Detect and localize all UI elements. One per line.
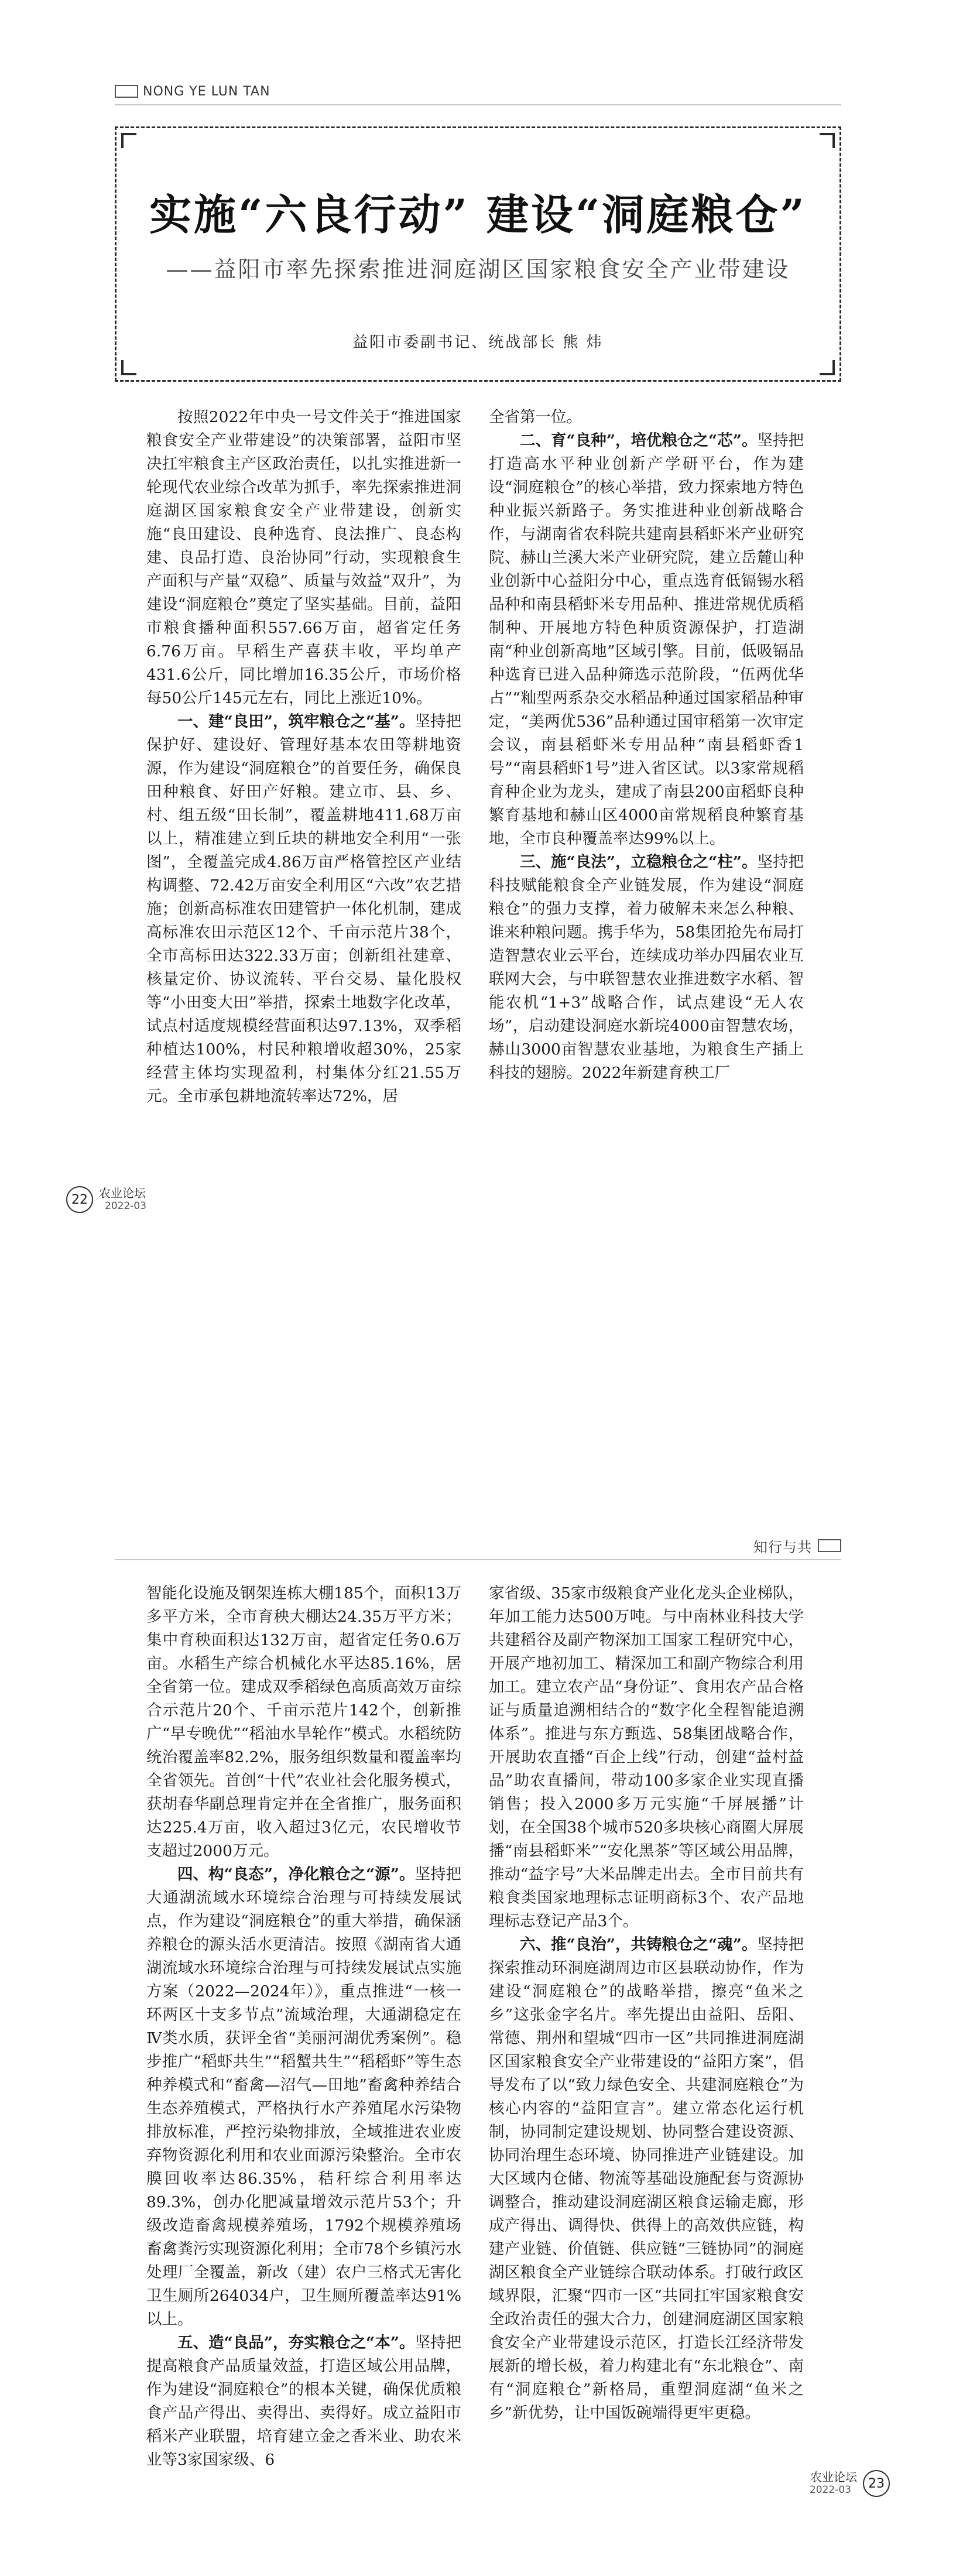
frame-corner <box>121 133 136 148</box>
body-column-right <box>489 406 804 1136</box>
body-column-left <box>146 1582 461 2469</box>
section-heading: 二、育“良种”，培优粮仓之“芯”。 <box>520 431 758 450</box>
paragraph-text: 坚持把提高粮食产品质量效益，打造区域公用品牌，作为建设“洞庭粮仓”的根本关键，确保优质粮食产品产得出、卖得出、卖得好。成立益阳市稻米产业联盟，培育建立金之香米业、助农米业等3家国家级、6 <box>146 2334 461 2469</box>
footer-info <box>99 1187 146 1212</box>
footer-magazine: 农业论坛 <box>810 2470 857 2484</box>
header-rule <box>115 1559 841 1560</box>
footer-magazine: 农业论坛 <box>99 1186 146 1200</box>
paragraph <box>489 406 804 429</box>
paragraph <box>146 2331 461 2472</box>
page-23 <box>0 1288 956 2576</box>
paragraph <box>489 851 804 1085</box>
footer-issue: 2022-03 <box>809 2484 851 2496</box>
section-heading: 五、造“良品”，夯实粮仓之“本”。 <box>177 2334 415 2352</box>
paragraph-text: 按照2022年中央一号文件关于“推进国家粮食安全产业带建设”的决策部署，益阳市坚决扛牢粮食主产区政治责任，以扎实推进新一轮现代农业综合改革为抓手，率先探索推进洞庭湖区国家粮食安全产业带建设，创新实施“良田建设、良种选育、良法推广、良态构建、良品打造、良治协同”行动，实现粮食生产面积与产量“双稳”、质量与效益“双升”，为建设“洞庭粮仓”奠定了坚实基础。目前，益阳市粮食播种面积557.66万亩，超省定任务6.76万亩。早稻生产喜获丰收，平均单产431.6公斤，同比增加16.35公斤，市场价格每50公斤145元左右，同比上涨近10%。 <box>146 408 461 707</box>
paragraph-text: 全省第一位。 <box>489 408 582 426</box>
header-box-icon <box>818 1539 841 1552</box>
page-number: 22 <box>66 1186 93 1213</box>
paragraph-text: 坚持把大通湖流域水环境综合治理与可持续发展试点，作为建设“洞庭粮仓”的重大举措，确保涵养粮仓的源头活水更清洁。按照《湖南省大通湖流域水环境综合治理与可持续发展试点实施方案（2022—2024年）》，重点推进“一核一环两区十支多节点”流域治理，大通湖稳定在Ⅳ类水质，获评全省“美丽河湖优秀案例”。稳步推广“稻虾共生”“稻蟹共生”“稻稻虾”等生态种养模式和“畜禽—沼气—田地”畜禽种养结合生态养殖模式，严格执行水产养殖尾水污染物排放标准，严控污染物排放，全域推进农业废弃物资源化利用和农业面源污染整治。全市农膜回收率达86.35%，秸秆综合利用率达89.3%，创办化肥减量增效示范片53个；升级改造畜禽规模养殖场，1792个规模养殖场畜禽粪污实现资源化利用；全市78个乡镇污水处理厂全覆盖，新改（建）农户三格式无害化卫生厕所264034户，卫生厕所覆盖率达91%以上。 <box>146 1865 461 2328</box>
paragraph <box>146 1582 461 1863</box>
footer-info <box>810 2471 857 2496</box>
header-box-icon <box>115 85 138 98</box>
article-title: 实施“六良行动” 建设“洞庭粮仓” <box>149 190 807 239</box>
paragraph <box>146 1863 461 2331</box>
frame-corner <box>121 360 136 375</box>
paragraph-text: 坚持把探索推动环洞庭湖周边市区县联动协作，作为建设“洞庭粮仓”的战略举措，擦亮“鱼米之乡”这张金字名片。率先提出由益阳、岳阳、常德、荆州和望城“四市一区”共同推进洞庭湖区国家粮食安全产业带建设的“益阳方案”，倡导发布了以“致力绿色安全、共建洞庭粮仓”为核心内容的“益阳宣言”。建立常态化运行机制，协同制定建设规划、协同整合建设资源、协同治理生态环境、协同推进产业链建设。加大区域内仓储、物流等基础设施配套与资源协调整合，推动建设洞庭湖区粮食运输走廊，形成产得出、调得快、供得上的高效供应链，构建产业链、价值链、供应链“三链协同”的洞庭湖区粮食全产业链综合联动体系。打破行政区域界限，汇聚“四市一区”共同扛牢国家粮食安全政治责任的强大合力，创建洞庭湖区国家粮食安全产业带建设示范区，打造长江经济带发展新的增长极，着力构建北有“东北粮仓”、南有“洞庭粮仓”新格局，重塑洞庭湖“鱼米之乡”新优势，让中国饭碗端得更牢更稳。 <box>489 1936 804 2422</box>
paragraph-text: 家省级、35家市级粮食产业化龙头企业梯队，年加工能力达500万吨。与中南林业科技大学共建稻谷及副产物深加工国家工程研究中心，开展产地初加工、精深加工和副产物综合利用加工。建立农产品“身份证”、食用农产品合格证与质量追溯相结合的“数字化全程智能追溯体系”。推进与东方甄选、58集团战略合作，开展助农直播“百企上线”行动，创建“益村益品”助农直播间，带动100多家企业实现直播销售；投入2000多万元实施“千屏展播”计划，在全国38个城市520多块核心商圈大屏展播“南县稻虾米”“安化黑茶”等区域公用品牌，推动“益字号”大米品牌走出去。全市目前共有粮食类国家地理标志证明商标3个、农产品地理标志登记产品3个。 <box>489 1584 804 1930</box>
paragraph <box>489 1582 804 1933</box>
paragraph <box>146 406 461 710</box>
article-subtitle: ——益阳市率先探索推进洞庭湖区国家粮食安全产业带建设 <box>166 256 790 282</box>
paragraph <box>489 1933 804 2425</box>
page-number: 23 <box>863 2470 890 2497</box>
body-column-left <box>146 406 461 1136</box>
page-footer <box>66 1186 146 1213</box>
header-rule <box>115 104 841 105</box>
section-heading: 四、构“良态”，净化粮仓之“源”。 <box>177 1865 415 1883</box>
paragraph <box>489 429 804 851</box>
running-header <box>115 83 270 100</box>
title-frame <box>115 126 841 382</box>
paragraph-text: 坚持把打造高水平种业创新产学研平台，作为建设“洞庭粮仓”的核心举措，致力探索地方特色种业振兴新路子。务实推进种业创新战略合作，与湖南省农科院共建南县稻虾米产业研究院、赫山兰溪大米产业研究院，建立岳麓山种业创新中心益阳分中心，重点选育低镉锡水稻品种和南县稻虾米专用品种、推进常规优质稻制种、开展地方特色种质资源保护，打造湖南“种业创新高地”区域引擎。目前，低吸镉品种选育已进入品种筛选示范阶段，“伍两优华占”“籼型两系杂交水稻品种通过国家稻品种审定，“美两优536”品种通过国审稻第一次审定会议，南县稻虾米专用品种“南县稻虾香1号”“南县稻虾1号”进入省区试。以3家常规稻育种企业为龙头，建成了南县200亩稻虾良种繁育基地和赫山区4000亩常规稻良种繁育基地，全市良种覆盖率达99%以上。 <box>489 431 804 848</box>
frame-corner <box>820 360 835 375</box>
running-header-text: NONG YE LUN TAN <box>143 84 270 99</box>
author-byline: 益阳市委副书记、统战部长 熊 炜 <box>352 334 604 351</box>
body-column-right <box>489 1582 804 2422</box>
footer-issue: 2022-03 <box>105 1200 147 1212</box>
section-heading: 一、建“良田”，筑牢粮仓之“基”。 <box>177 712 415 731</box>
page-footer <box>810 2470 890 2497</box>
paragraph <box>146 710 461 1108</box>
running-header <box>753 1537 841 1554</box>
section-heading: 六、推“良治”，共铸粮仓之“魂”。 <box>520 1936 758 1954</box>
running-header-text: 知行与共 <box>753 1539 812 1556</box>
section-heading: 三、施“良法”，立稳粮仓之“柱”。 <box>520 853 758 871</box>
frame-corner <box>820 133 835 148</box>
paragraph-text: 智能化设施及钢架连栋大棚185个，面积13万多平方米，全市育秧大棚达24.35万平方米；集中育秧面积达132万亩，超省定任务0.6万亩。水稻生产综合机械化水平达85.16%，居全省第一位。建成双季稻绿色高质高效万亩综合示范片20个、千亩示范片142个，创新推广“早专晚优”“稻油水旱轮作”模式。水稻统防统治覆盖率82.2%，服务组织数量和覆盖率均全省领先。首创“十代”农业社会化服务模式，获胡春华副总理肯定并在全省推广，服务面积达225.4万亩，收入超过3亿元，农民增收节支超过2000万元。 <box>146 1584 461 1860</box>
paragraph-text: 坚持把科技赋能粮食全产业链发展，作为建设“洞庭粮仓”的强力支撑，着力破解未来怎么种粮、谁来种粮问题。携手华为，58集团抢先布局打造智慧农业云平台，连续成功举办四届农业互联网大会，与中联智慧农业推进数字水稻、智能农机“1+3”战略合作，试点建设“无人农场”，启动建设洞庭水新垸4000亩智慧农场，赫山3000亩智慧农业基地，为粮食生产插上科技的翅膀。2022年新建育秧工厂 <box>489 853 804 1082</box>
paragraph-text: 坚持把保护好、建设好、管理好基本农田等耕地资源，作为建设“洞庭粮仓”的首要任务，确保良田种粮食、好田产好粮。建立市、县、乡、村、组五级“田长制”，覆盖耕地411.68万亩以上，精准建立到丘块的耕地安全利用“一张图”，全覆盖完成4.86万亩严格管控区产业结构调整、72.42万亩安全利用区“六改”农艺措施；创新高标准农田建管护一体化机制，建成高标准农田示范区12个、千亩示范片38个，全市高标田达322.33万亩；创新组社建章、核量定价、协议流转、平台交易、量化股权等“小田变大田”举措，探索土地数字化改革，试点村适度规模经营面积达97.13%，双季稻种植达100%，村民种粮增收超30%，25家经营主体均实现盈利，村集体分红21.55万元。全市承包耕地流转率达72%，居 <box>146 712 461 1105</box>
